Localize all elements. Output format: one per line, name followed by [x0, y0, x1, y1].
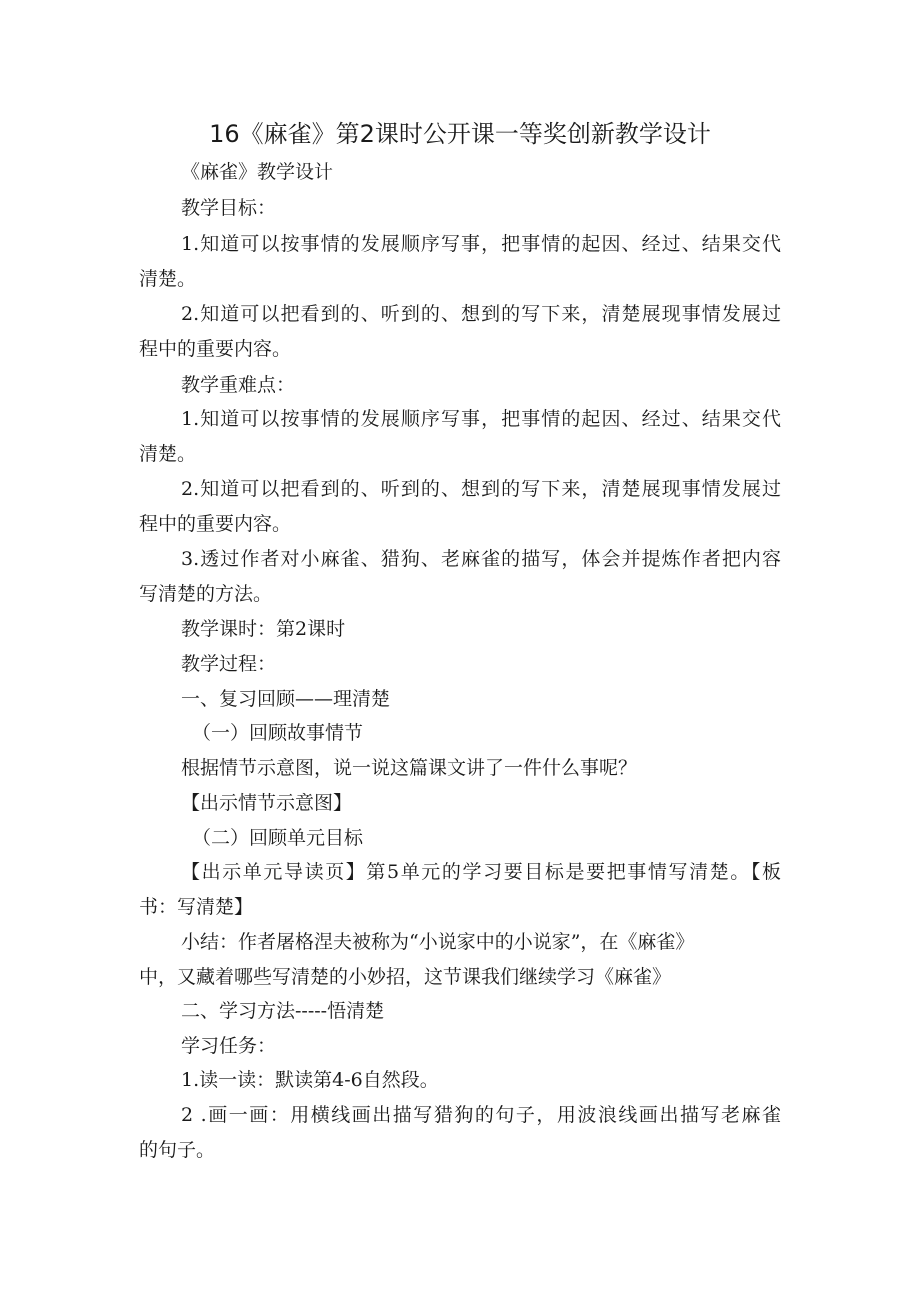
summary-line-1: 小结：作者屠格涅夫被称为“小说家中的小说家”，在《麻雀》	[181, 931, 695, 953]
key-point-1-line-1: 1.知道可以按事情的发展顺序写事，把事情的起因、经过、结果交代	[181, 408, 781, 430]
section-heading-objectives: 教学目标：	[181, 197, 277, 219]
key-point-1-line-2: 清楚。	[139, 443, 197, 465]
plot-question: 根据情节示意图，说一说这篇课文讲了一件什么事呢？	[181, 757, 638, 779]
objective-2-line-1: 2.知道可以把看到的、听到的、想到的写下来，清楚展现事情发展过	[181, 303, 781, 325]
subtitle-line: 《麻雀》教学设计	[181, 161, 334, 183]
subpart-2-heading: （二）回顾单元目标	[192, 827, 364, 849]
lesson-period: 教学课时：第2课时	[181, 618, 346, 640]
subpart-1-heading: （一）回顾故事情节	[192, 722, 364, 744]
objective-1-line-1: 1.知道可以按事情的发展顺序写事，把事情的起因、经过、结果交代	[181, 233, 781, 255]
key-point-2-line-1: 2.知道可以把看到的、听到的、想到的写下来，清楚展现事情发展过	[181, 478, 781, 500]
part-1-heading: 一、复习回顾——理清楚	[181, 688, 391, 710]
unit-goal-line-2: 书：写清楚】	[139, 896, 254, 918]
key-point-3-line-2: 写清楚的方法。	[139, 583, 273, 605]
unit-goal-line-1: 【出示单元导读页】第5单元的学习要目标是要把事情写清楚。【板	[181, 861, 781, 883]
key-point-2-line-2: 程中的重要内容。	[139, 513, 292, 535]
task-2-line-2: 的句子。	[139, 1139, 216, 1161]
summary-line-2: 中，又藏着哪些写清楚的小妙招，这节课我们继续学习《麻雀》	[139, 966, 672, 988]
section-heading-process: 教学过程：	[181, 653, 277, 675]
show-plot-diagram: 【出示情节示意图】	[181, 792, 353, 814]
task-1: 1.读一读：默读第4-6自然段。	[181, 1069, 439, 1091]
objective-2-line-2: 程中的重要内容。	[139, 338, 292, 360]
task-2-line-1: 2 .画一画：用横线画出描写猎狗的句子，用波浪线画出描写老麻雀	[181, 1104, 781, 1126]
document-title: 16《麻雀》第2课时公开课一等奖创新教学设计	[209, 120, 711, 148]
part-2-heading: 二、学习方法-----悟清楚	[181, 1000, 385, 1022]
learning-tasks-heading: 学习任务：	[181, 1035, 277, 1057]
objective-1-line-2: 清楚。	[139, 268, 197, 290]
section-heading-key-points: 教学重难点：	[181, 374, 296, 396]
key-point-3-line-1: 3.透过作者对小麻雀、猎狗、老麻雀的描写，体会并提炼作者把内容	[181, 548, 781, 570]
